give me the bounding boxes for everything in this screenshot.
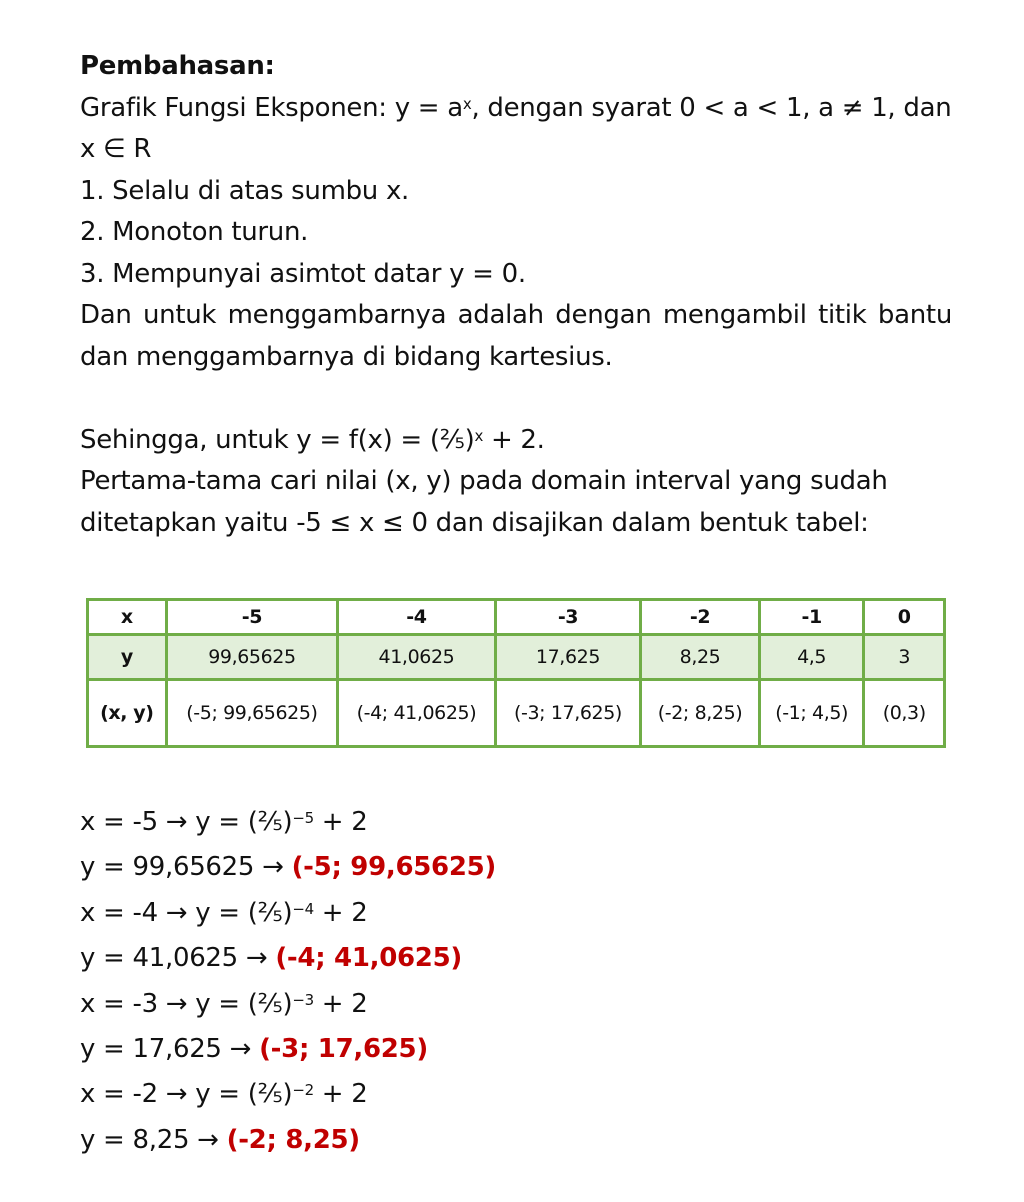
definition-text: Grafik Fungsi Eksponen: y = a [80, 92, 463, 123]
y-cell: 99,65625 [166, 635, 338, 680]
calc-result-point: (-2; 8,25) [226, 1124, 360, 1155]
point-cell: (-1; 4,5) [759, 680, 864, 747]
calc-x-text: x = -2 → y = (⅖) [80, 1079, 293, 1110]
definition-exponent: x [462, 94, 472, 113]
method-paragraph: Dan untuk menggambarnya adalah dengan mengambil titik bantu dan menggambarnya di bidang kartesius. [80, 300, 952, 372]
property-3: 3. Mempunyai asimtot datar y = 0. [80, 258, 526, 289]
calc-constant: + 2 [313, 988, 368, 1019]
function-line [80, 420, 952, 462]
calc-constant: + 2 [313, 897, 368, 928]
domain-line-2: ditetapkan yaitu -5 ≤ x ≤ 0 dan disajikan dalam bentuk tabel: [80, 507, 869, 538]
point-cell: (-2; 8,25) [641, 680, 760, 747]
calc-result-point: (-3; 17,625) [259, 1034, 428, 1065]
row-label-points: (x, y) [88, 680, 167, 747]
table-row-y [88, 635, 945, 680]
y-cell: 8,25 [641, 635, 760, 680]
table-row-points [88, 680, 945, 747]
point-cell: (-5; 99,65625) [166, 680, 338, 747]
y-cell: 41,0625 [338, 635, 496, 680]
calculation-section [80, 800, 960, 1163]
calc-y-text: y = 8,25 → [80, 1124, 227, 1155]
calc-y-text: y = 99,65625 → [80, 852, 292, 883]
calc-y-line [80, 1027, 960, 1072]
calc-constant: + 2 [313, 1079, 368, 1110]
function-exponent: x [474, 426, 484, 445]
domain-condition: x ∈ R [80, 134, 152, 164]
x-cell: -2 [641, 600, 760, 635]
calc-x-text: x = -4 → y = (⅖) [80, 897, 293, 928]
x-cell: -1 [759, 600, 864, 635]
point-cell: (-3; 17,625) [495, 680, 641, 747]
calc-x-line [80, 982, 960, 1027]
calc-constant: + 2 [313, 807, 368, 837]
calc-exponent: −3 [292, 990, 314, 1009]
heading: Pembahasan: [80, 51, 275, 81]
domain-line-1: Pertama-tama cari nilai (x, y) pada domain interval yang sudah [80, 466, 888, 496]
x-cell: -4 [338, 600, 496, 635]
calc-y-line [80, 936, 960, 981]
x-cell: -5 [166, 600, 338, 635]
values-table [86, 598, 946, 748]
calc-x-text: x = -3 → y = (⅖) [80, 988, 293, 1019]
calc-x-line [80, 800, 960, 845]
y-cell: 17,625 [495, 635, 641, 680]
point-cell: (0,3) [864, 680, 945, 747]
calc-y-text: y = 41,0625 → [80, 943, 276, 974]
calc-y-line [80, 1118, 960, 1163]
row-label-x: x [88, 600, 167, 635]
explanation-section [80, 46, 952, 544]
calc-y-line [80, 845, 960, 890]
property-1: 1. Selalu di atas sumbu x. [80, 175, 410, 206]
definition-line [80, 88, 952, 130]
row-label-y: y [88, 635, 167, 680]
x-cell: 0 [864, 600, 945, 635]
y-cell: 3 [864, 635, 945, 680]
calc-x-line [80, 1072, 960, 1117]
calc-exponent: −5 [292, 809, 314, 827]
y-cell: 4,5 [759, 635, 864, 680]
x-cell: -3 [495, 600, 641, 635]
function-constant: + 2. [483, 424, 545, 455]
calc-x-line [80, 891, 960, 936]
calc-exponent: −4 [292, 899, 314, 918]
calc-x-text: x = -5 → y = (⅖) [80, 807, 293, 837]
function-text: Sehingga, untuk y = f(x) = (⅖) [80, 424, 475, 455]
property-2: 2. Monoton turun. [80, 217, 309, 247]
point-cell: (-4; 41,0625) [338, 680, 496, 747]
calc-y-text: y = 17,625 → [80, 1034, 260, 1065]
table-row-x [88, 600, 945, 635]
calc-exponent: −2 [292, 1081, 314, 1100]
calc-result-point: (-5; 99,65625) [291, 852, 496, 883]
spacer [80, 378, 952, 420]
calc-result-point: (-4; 41,0625) [275, 943, 462, 974]
definition-conditions: , dengan syarat 0 < a < 1, a ≠ 1, dan [471, 92, 952, 123]
